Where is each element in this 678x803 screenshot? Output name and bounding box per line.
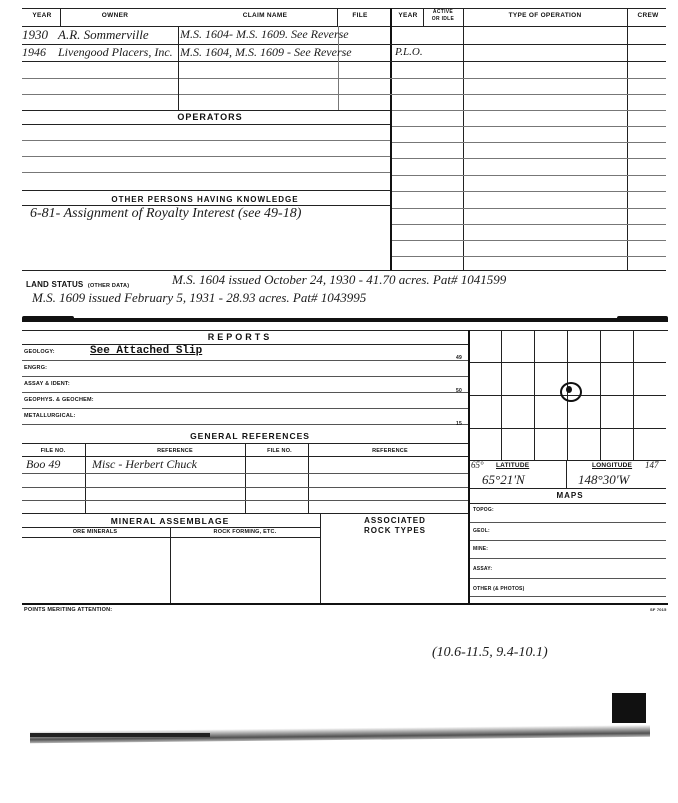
longitude-label: LONGITUDE: [592, 462, 633, 469]
latitude-label: LATITUDE: [496, 462, 530, 469]
ref-row-file: Boo 49: [26, 457, 61, 471]
mineral-assemblage-title: MINERAL ASSEMBLAGE: [110, 516, 230, 526]
lon-suffix: 147: [645, 460, 659, 470]
maps-assay-label: ASSAY:: [473, 566, 493, 572]
operators-label: OPERATORS: [177, 112, 243, 122]
rock-types-label: ROCK TYPES: [363, 526, 426, 535]
header-file: FILE: [352, 12, 368, 19]
scan-artifact-right: [617, 316, 668, 320]
maps-other-label: OTHER (& PHOTOS): [473, 586, 525, 592]
land-status-sublabel: (OTHER DATA): [87, 283, 130, 289]
grid-number-15: 15: [456, 421, 462, 427]
header-claim-name: CLAIM NAME: [242, 12, 288, 19]
other-persons-note: 6-81- Assignment of Royalty Interest (see 49-18): [30, 206, 302, 221]
section-divider: [22, 318, 668, 322]
geology-value: See Attached Slip: [90, 345, 203, 357]
grid-number-49: 49: [456, 355, 462, 361]
header-year: YEAR: [32, 12, 52, 19]
col-reference: REFERENCE: [157, 448, 193, 454]
header-type-of-operation: TYPE OF OPERATION: [508, 12, 582, 19]
col-reference-2: REFERENCE: [372, 448, 408, 454]
owner-row-2-year2: P.L.O.: [395, 46, 423, 58]
scan-black-square: [612, 693, 646, 723]
owner-row-1-year: 1930: [22, 27, 48, 42]
lat-prefix: 65°: [471, 460, 484, 470]
maps-mine-label: MINE:: [473, 546, 489, 552]
header-crew: CREW: [637, 12, 659, 19]
coordinate-note: (10.6-11.5, 9.4-10.1): [432, 645, 548, 660]
land-status-line-2: M.S. 1609 issued February 5, 1931 - 28.93 acres. Pat# 1043995: [32, 290, 367, 305]
maps-title: MAPS: [556, 491, 584, 500]
ore-minerals-label: ORE MINERALS: [72, 529, 118, 535]
header-owner: OWNER: [101, 12, 129, 19]
assay-ident-label: ASSAY & IDENT:: [24, 381, 70, 387]
maps-geol-label: GEOL:: [473, 528, 490, 534]
ref-row-reference: Misc - Herbert Chuck: [92, 457, 197, 471]
reports-title: REPORTS: [207, 332, 273, 342]
land-status-label: LAND STATUS: [26, 280, 84, 289]
rock-forming-label: ROCK FORMING, ETC.: [213, 529, 277, 535]
maps-topog-label: TOPOG:: [473, 507, 494, 513]
metallurgical-label: METALLURGICAL:: [24, 413, 76, 419]
scan-smudge-dark: [30, 733, 210, 737]
engrg-label: ENGRG:: [24, 365, 48, 371]
latitude-value: 65°21'N: [482, 472, 525, 487]
header-or-idle: OR IDLE: [431, 16, 455, 22]
col-file-no-2: FILE NO.: [267, 448, 292, 454]
scan-artifact-left: [22, 316, 74, 320]
grid-number-50: 50: [456, 388, 462, 394]
general-references-title: GENERAL REFERENCES: [190, 431, 310, 441]
owner-row-1-claim: M.S. 1604- M.S. 1609. See Reverse: [180, 27, 349, 41]
form-number: SF 7015: [650, 607, 667, 612]
owner-row-2-claim: M.S. 1604, M.S. 1609 - See Reverse: [180, 45, 352, 59]
header-active: ACTIVE: [432, 9, 454, 15]
location-marker-dot: [566, 386, 572, 393]
associated-label: ASSOCIATED: [364, 516, 426, 525]
geophys-label: GEOPHYS. & GEOCHEM:: [24, 397, 94, 403]
other-persons-label: OTHER PERSONS HAVING KNOWLEDGE: [111, 195, 299, 204]
owner-row-1-owner: A.R. Sommerville: [58, 27, 149, 42]
col-file-no: FILE NO.: [40, 448, 66, 454]
header-year-2: YEAR: [398, 12, 418, 19]
longitude-value: 148°30'W: [578, 472, 630, 487]
owner-row-2-year: 1946: [22, 45, 46, 59]
land-status-line-1: M.S. 1604 issued October 24, 1930 - 41.70 acres. Pat# 1041599: [172, 272, 507, 287]
points-meriting-attention-label: POINTS MERITING ATTENTION:: [24, 607, 113, 613]
owner-row-2-owner: Livengood Placers, Inc.: [58, 45, 173, 59]
geology-label: GEOLOGY:: [24, 349, 55, 355]
